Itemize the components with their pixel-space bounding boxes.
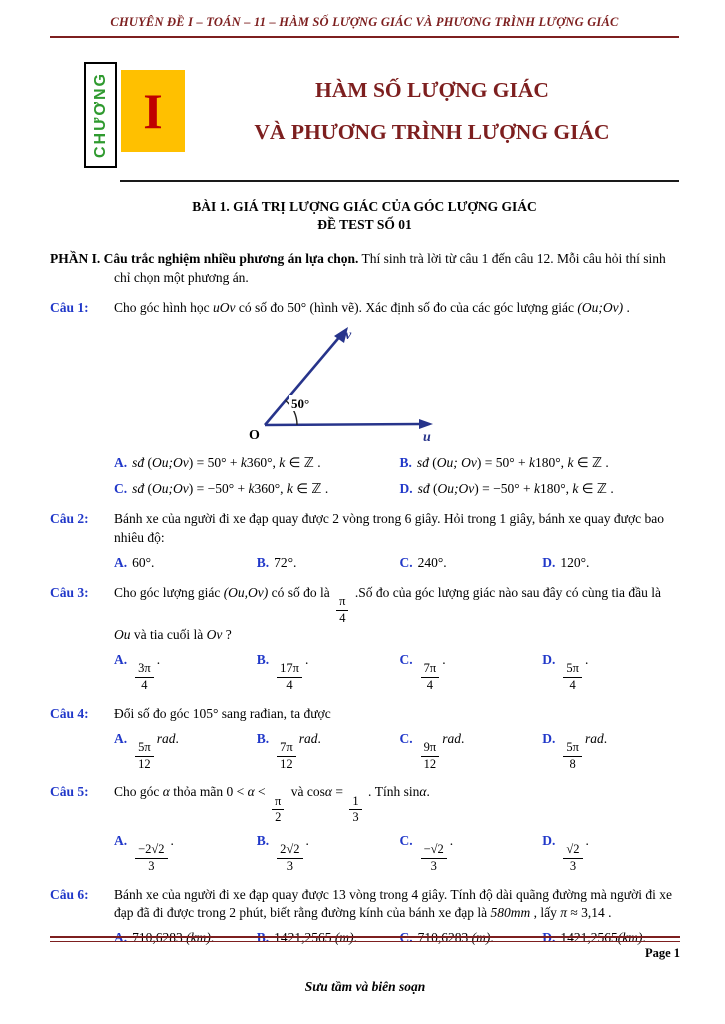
option-b-letter: B. [399,454,412,470]
option-a-letter: A. [114,930,128,946]
option-b-text: 1421,2565 (m). [274,930,358,946]
question-4-text: Đổi số đo góc 105° sang rađian, ta được [114,705,331,721]
option-d-text: $\frac{5\pi}{4}$ . [560,652,588,667]
part1-desc: Thí sinh trà lời từ câu 1 đến câu 12. Mỗi câu hỏi thí sinh chỉ chọn một phương án. [114,251,666,285]
option-c-text: $\frac{7\pi}{4}$ . [418,652,446,667]
option-c-letter: C. [399,554,413,570]
option-b-text: sđ (Ou; Ov) = 50° + k180°, k ∈ ℤ . [416,454,609,470]
chapter-numeral: I [143,82,163,139]
option-a-text: 60°. [132,554,155,570]
part1-label: PHẦN I. Câu trắc nghiệm nhiều phương án lựa chọn. [50,251,359,267]
option-d [542,730,679,772]
option-c-letter: C. [399,730,413,746]
option-a-text: $\frac{3\pi}{4}$ . [132,652,160,667]
option-b [400,454,680,472]
option-d-letter: D. [542,833,556,848]
option-a [114,832,251,874]
question-2-label: Câu 2: [50,511,89,527]
question-2 [50,510,679,572]
document-header-title: CHUYÊN ĐỀ I – TOÁN – 11 – HÀM SỐ LƯỢNG GIÁC VÀ PHƯƠNG TRÌNH LƯỢNG GIÁC [110,15,619,29]
option-b [257,832,394,874]
ray-v-label: v [345,327,352,343]
option-a-letter: A. [114,833,128,848]
question-3-text: Cho góc lượng giác (Ou,Ov) có số đo là $\frac{\pi}{4}$ .Số đo của góc lượng giác nào sau đây có cùng tia đầu là Ou và tia cuối là Ov ? [114,585,661,642]
angle-figure [245,325,455,447]
question-5-options [114,832,679,874]
ray-ov [265,335,341,425]
option-c-text: sđ (Ou;Ov) = −50° + k360°, k ∈ ℤ . [132,481,329,497]
option-c [400,832,537,874]
option-d [400,480,680,498]
question-2-options [114,554,679,572]
question-2-text: Bánh xe của người đi xe đạp quay được 2 vòng trong 6 giây. Hỏi trong 1 giây, bánh xe quay được bao nhiêu độ: [114,511,664,545]
option-a-letter: A. [114,730,128,746]
option-a [114,554,251,572]
question-5 [50,783,679,873]
question-1-text: Cho góc hình học uOv có số đo 50° (hình vẽ). Xác định số đo của các góc lượng giác (Ou;Ov) . [114,299,630,315]
option-c-letter: C. [114,481,128,497]
option-b-letter: B. [256,833,270,848]
option-b-letter: B. [256,930,270,946]
option-c-text: $\frac{9\pi}{12}$ rad. [418,731,465,746]
option-d-letter: D. [542,651,556,667]
option-c-text: 240°. [417,554,447,570]
option-a-text: sđ (Ou;Ov) = 50° + k360°, k ∈ ℤ . [132,454,321,470]
option-d-text: $\frac{5\pi}{8}$ rad. [560,731,607,746]
option-c-letter: C. [399,651,413,667]
question-1 [50,299,679,499]
footer-divider [50,936,680,942]
option-c [400,651,537,693]
option-b-text: 72°. [274,554,297,570]
option-a-text: $\frac{-2√2}{3}$ . [132,833,174,848]
option-a-letter: A. [114,651,128,667]
question-3-options [114,651,679,693]
ray-ou-arrow-icon [419,419,433,429]
ray-ou [265,424,421,425]
option-c [400,554,537,572]
question-6-label: Câu 6: [50,886,89,902]
option-d [542,651,679,693]
option-c [114,480,394,498]
question-5-text: Cho góc α thỏa mãn 0 < α < $\frac{\pi}{2}$ và cosα = $\frac{1}{3}$ . Tính sinα. [114,784,430,825]
option-c-letter: C. [399,833,413,848]
option-d-text: $\frac{√2}{3}$ . [560,833,589,848]
option-d-letter: D. [399,481,413,497]
option-a [114,454,394,472]
question-5-label: Câu 5: [50,784,89,800]
option-b-letter: B. [256,554,270,570]
page-number: Page 1 [644,946,680,960]
option-b-letter: B. [256,730,270,746]
option-d-text: 120°. [560,554,590,570]
option-b-text: $\frac{17\pi}{4}$ . [274,652,308,667]
angle-value-label: 50° [291,395,310,411]
angle-diagram [245,325,455,447]
option-d [542,832,679,874]
option-a-letter: A. [114,554,128,570]
lesson-subtitle: ĐỀ TEST SỐ 01 [317,217,412,233]
option-c-text: 710,6283 (m). [417,930,494,946]
option-c [400,730,537,772]
option-b [257,651,394,693]
option-d-letter: D. [542,730,556,746]
ray-u-label: u [423,429,431,445]
question-4-options [114,730,679,772]
lesson-title: BÀI 1. GIÁ TRỊ LƯỢNG GIÁC CỦA GÓC LƯỢNG GIÁC [192,198,537,214]
question-4 [50,705,679,772]
option-b [257,730,394,772]
banner-title-line1: HÀM SỐ LƯỢNG GIÁC [315,77,549,102]
option-a [114,651,251,693]
question-3-label: Câu 3: [50,585,89,601]
banner-title-line2: VÀ PHƯƠNG TRÌNH LƯỢNG GIÁC [254,119,610,144]
option-d-text: 1421,2565(km). [560,930,646,946]
vertex-label: O [249,427,260,443]
chapter-numeral-box [121,70,185,152]
question-4-label: Câu 4: [50,705,89,721]
option-c-letter: C. [399,930,413,946]
banner-titles [185,62,679,154]
option-a-text: 710,6283 (km). [132,930,215,946]
option-b-letter: B. [256,651,270,667]
option-b-text: $\frac{2√2}{3}$ . [274,833,309,848]
question-1-options [114,454,679,498]
option-d-letter: D. [542,930,556,946]
chapter-banner [84,62,679,168]
page-footer [50,936,680,996]
option-c-text: $\frac{-√2}{3}$ . [418,833,454,848]
option-d [542,554,679,572]
option-b [257,554,394,572]
question-3 [50,584,679,692]
chapter-label-box [84,62,117,168]
credit-line: Sưu tầm và biên soạn [304,978,426,994]
option-a [114,730,251,772]
banner-divider [120,180,679,182]
header-divider [50,36,679,38]
question-6-text: Bánh xe của người đi xe đạp quay được 13 vòng trong 4 giây. Tính độ dài quãng đường mà người đi xe đạp đã đi được trong 2 phút, biết rằng đường kính của bánh xe đạp là 580mm , lấy π ≈ 3,14 . [114,886,672,920]
part1-heading [50,250,679,286]
chapter-label: CHƯƠNG [91,71,109,158]
option-b-text: $\frac{7\pi}{12}$ rad. [274,731,321,746]
question-1-label: Câu 1: [50,299,89,315]
option-a-letter: A. [114,454,128,470]
option-d-text: sđ (Ou;Ov) = −50° + k180°, k ∈ ℤ . [417,481,614,497]
option-d-letter: D. [542,554,556,570]
option-a-text: $\frac{5\pi}{12}$ rad. [132,731,179,746]
